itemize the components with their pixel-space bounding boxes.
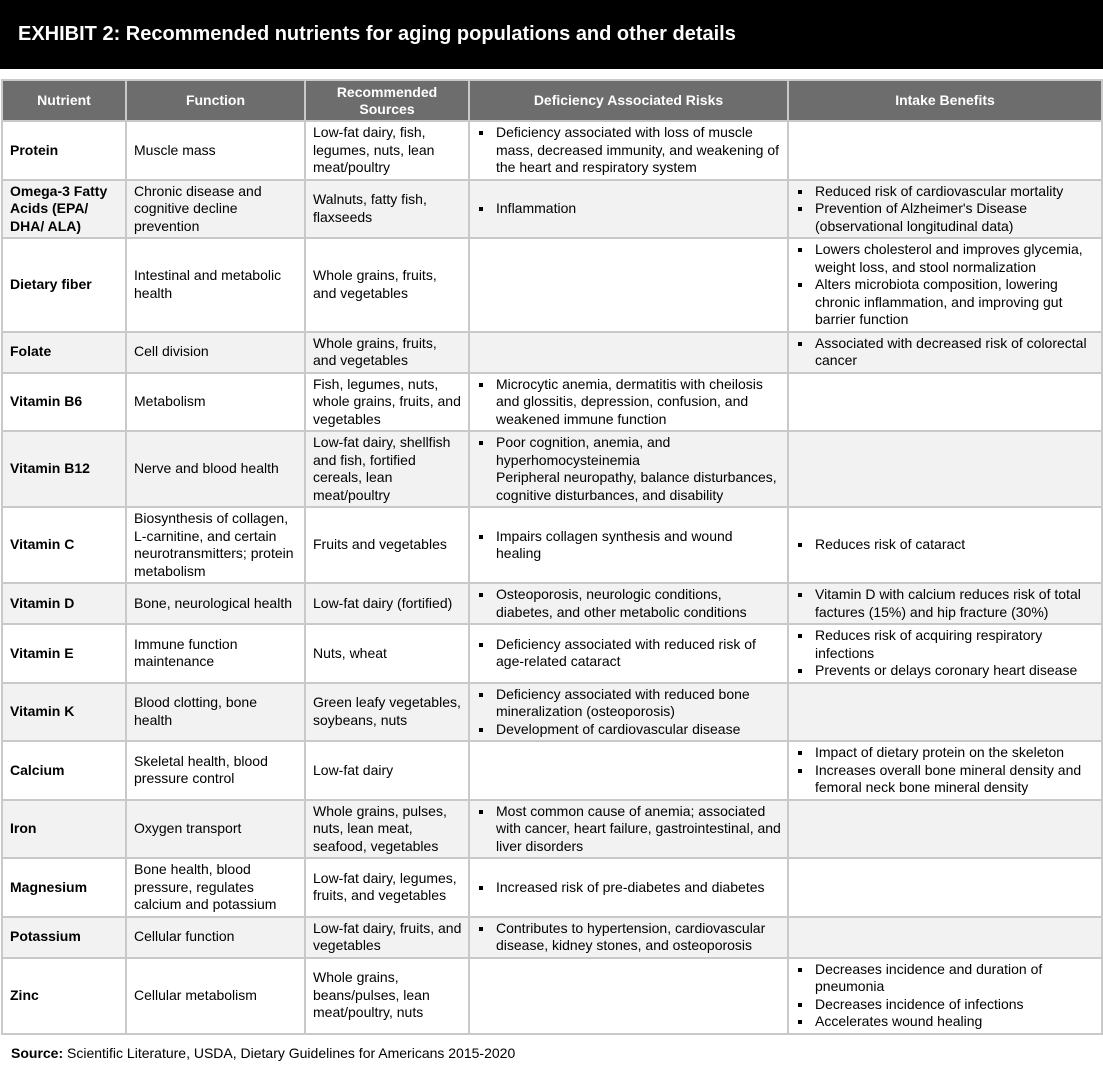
cell-sources: Green leafy vegetables, soybeans, nuts xyxy=(305,683,469,742)
cell-benefits xyxy=(788,180,1102,239)
table-row xyxy=(2,238,1102,332)
cell-deficiency-list xyxy=(477,586,781,621)
cell-deficiency xyxy=(469,683,788,742)
cell-nutrient: Iron xyxy=(2,800,126,859)
cell-sources: Low-fat dairy (fortified) xyxy=(305,583,469,624)
cell-deficiency-list xyxy=(477,686,781,739)
cell-benefits-list xyxy=(796,536,1095,554)
bullet-item: Impairs collagen synthesis and wound healing xyxy=(477,528,781,563)
bullet-item: Increases overall bone mineral density and femoral neck bone mineral density xyxy=(796,762,1095,797)
cell-deficiency xyxy=(469,858,788,917)
table-row xyxy=(2,800,1102,859)
cell-nutrient: Vitamin B6 xyxy=(2,373,126,432)
cell-function: Blood clotting, bone health xyxy=(126,683,305,742)
bullet-item: Impact of dietary protein on the skeleton xyxy=(796,744,1095,762)
cell-deficiency xyxy=(469,507,788,583)
cell-deficiency-list xyxy=(477,528,781,563)
cell-deficiency xyxy=(469,917,788,958)
cell-function: Chronic disease and cognitive decline prevention xyxy=(126,180,305,239)
cell-function: Bone, neurological health xyxy=(126,583,305,624)
cell-deficiency xyxy=(469,180,788,239)
cell-function: Oxygen transport xyxy=(126,800,305,859)
cell-benefits xyxy=(788,373,1102,432)
bullet-item: Reduces risk of acquiring respiratory infections xyxy=(796,627,1095,662)
cell-nutrient: Omega-3 Fatty Acids (EPA/ DHA/ ALA) xyxy=(2,180,126,239)
bullet-item: Most common cause of anemia; associated with cancer, heart failure, gastrointestinal, and liver disorders xyxy=(477,803,781,856)
cell-nutrient: Vitamin B12 xyxy=(2,431,126,507)
cell-sources: Low-fat dairy, fruits, and vegetables xyxy=(305,917,469,958)
cell-benefits xyxy=(788,507,1102,583)
bullet-item: Microcytic anemia, dermatitis with cheilosis and glossitis, depression, confusion, and weakened immune function xyxy=(477,376,781,429)
cell-deficiency xyxy=(469,238,788,332)
table-row xyxy=(2,741,1102,800)
table-row xyxy=(2,858,1102,917)
cell-benefits xyxy=(788,917,1102,958)
table-row xyxy=(2,507,1102,583)
cell-deficiency xyxy=(469,800,788,859)
cell-sources: Whole grains, fruits, and vegetables xyxy=(305,238,469,332)
cell-nutrient: Folate xyxy=(2,332,126,373)
bullet-item: Poor cognition, anemia, and hyperhomocysteinemia xyxy=(477,434,781,469)
cell-benefits xyxy=(788,583,1102,624)
cell-deficiency-list xyxy=(477,376,781,429)
header-function: Function xyxy=(126,80,305,121)
source-label: Source: xyxy=(11,1045,64,1061)
cell-function: Cell division xyxy=(126,332,305,373)
cell-deficiency xyxy=(469,431,788,507)
bullet-item: Decreases incidence of infections xyxy=(796,996,1095,1014)
cell-nutrient: Vitamin D xyxy=(2,583,126,624)
cell-benefits xyxy=(788,624,1102,683)
bullet-item: Deficiency associated with reduced bone mineralization (osteoporosis) xyxy=(477,686,781,721)
bullet-item: Increased risk of pre-diabetes and diabetes xyxy=(477,879,781,897)
cell-benefits-list xyxy=(796,744,1095,797)
cell-nutrient: Potassium xyxy=(2,917,126,958)
table-row xyxy=(2,121,1102,180)
cell-benefits xyxy=(788,121,1102,180)
cell-benefits xyxy=(788,800,1102,859)
table-body xyxy=(2,121,1102,1034)
bullet-item: Alters microbiota composition, lowering chronic inflammation, and improving gut barrier function xyxy=(796,276,1095,329)
cell-function: Muscle mass xyxy=(126,121,305,180)
cell-deficiency xyxy=(469,332,788,373)
table-row xyxy=(2,624,1102,683)
cell-deficiency xyxy=(469,373,788,432)
bullet-item: Contributes to hypertension, cardiovascular disease, kidney stones, and osteoporosis xyxy=(477,920,781,955)
table-row xyxy=(2,332,1102,373)
cell-sources: Whole grains, fruits, and vegetables xyxy=(305,332,469,373)
exhibit-title: EXHIBIT 2: Recommended nutrients for aging populations and other details xyxy=(0,0,1103,69)
cell-deficiency xyxy=(469,583,788,624)
cell-sources: Fish, legumes, nuts, whole grains, fruits, and vegetables xyxy=(305,373,469,432)
cell-sources: Whole grains, pulses, nuts, lean meat, seafood, vegetables xyxy=(305,800,469,859)
source-note xyxy=(11,1045,515,1061)
cell-nutrient: Dietary fiber xyxy=(2,238,126,332)
cell-nutrient: Calcium xyxy=(2,741,126,800)
bullet-item: Reduces risk of cataract xyxy=(796,536,1095,554)
bullet-item: Inflammation xyxy=(477,200,781,218)
bullet-item: Reduced risk of cardiovascular mortality xyxy=(796,183,1095,201)
cell-nutrient: Magnesium xyxy=(2,858,126,917)
cell-benefits-list xyxy=(796,335,1095,370)
table-row xyxy=(2,917,1102,958)
cell-deficiency-list xyxy=(477,920,781,955)
cell-benefits-list xyxy=(796,241,1095,329)
cell-deficiency-list xyxy=(477,879,781,897)
cell-sources: Nuts, wheat xyxy=(305,624,469,683)
cell-deficiency xyxy=(469,121,788,180)
bullet-item: Prevents or delays coronary heart disease xyxy=(796,662,1095,680)
table-row xyxy=(2,683,1102,742)
table-row xyxy=(2,431,1102,507)
cell-benefits-list xyxy=(796,627,1095,680)
cell-function: Biosynthesis of collagen, L-carnitine, and certain neurotransmitters; protein metabolism xyxy=(126,507,305,583)
cell-benefits xyxy=(788,332,1102,373)
header-sources: Recommended Sources xyxy=(305,80,469,121)
nutrients-table xyxy=(1,79,1103,1035)
cell-deficiency-list xyxy=(477,803,781,856)
cell-deficiency-list xyxy=(477,434,781,504)
cell-sources: Low-fat dairy, shellfish and fish, fortified cereals, lean meat/poultry xyxy=(305,431,469,507)
cell-nutrient: Vitamin K xyxy=(2,683,126,742)
cell-nutrient: Vitamin C xyxy=(2,507,126,583)
bullet-item: Lowers cholesterol and improves glycemia, weight loss, and stool normalization xyxy=(796,241,1095,276)
cell-nutrient: Zinc xyxy=(2,958,126,1034)
cell-sources: Low-fat dairy xyxy=(305,741,469,800)
bullet-item: Prevention of Alzheimer's Disease (observational longitudinal data) xyxy=(796,200,1095,235)
bullet-item: Deficiency associated with reduced risk of age-related cataract xyxy=(477,636,781,671)
continuation-text: Peripheral neuropathy, balance disturbances, cognitive disturbances, and disability xyxy=(496,469,777,503)
cell-deficiency xyxy=(469,741,788,800)
cell-benefits xyxy=(788,858,1102,917)
cell-benefits-list xyxy=(796,961,1095,1031)
cell-benefits xyxy=(788,683,1102,742)
cell-benefits xyxy=(788,431,1102,507)
cell-deficiency-list xyxy=(477,636,781,671)
cell-sources: Whole grains, beans/pulses, lean meat/poultry, nuts xyxy=(305,958,469,1034)
cell-function: Bone health, blood pressure, regulates calcium and potassium xyxy=(126,858,305,917)
cell-function: Cellular metabolism xyxy=(126,958,305,1034)
cell-sources: Low-fat dairy, fish, legumes, nuts, lean meat/poultry xyxy=(305,121,469,180)
cell-deficiency xyxy=(469,624,788,683)
cell-deficiency-list xyxy=(477,200,781,218)
bullet-item: Decreases incidence and duration of pneumonia xyxy=(796,961,1095,996)
cell-function: Cellular function xyxy=(126,917,305,958)
table-row xyxy=(2,583,1102,624)
cell-sources: Fruits and vegetables xyxy=(305,507,469,583)
header-benefits: Intake Benefits xyxy=(788,80,1102,121)
cell-sources: Walnuts, fatty fish, flaxseeds xyxy=(305,180,469,239)
cell-benefits-list xyxy=(796,183,1095,236)
cell-function: Skeletal health, blood pressure control xyxy=(126,741,305,800)
cell-function: Metabolism xyxy=(126,373,305,432)
bullet-item: Osteoporosis, neurologic conditions, diabetes, and other metabolic conditions xyxy=(477,586,781,621)
table-row xyxy=(2,373,1102,432)
cell-nutrient: Vitamin E xyxy=(2,624,126,683)
bullet-item: Development of cardiovascular disease xyxy=(477,721,781,739)
cell-benefits-list xyxy=(796,586,1095,621)
table-row xyxy=(2,958,1102,1034)
cell-deficiency-list xyxy=(477,124,781,177)
bullet-item: Associated with decreased risk of colorectal cancer xyxy=(796,335,1095,370)
header-nutrient: Nutrient xyxy=(2,80,126,121)
bullet-item: Deficiency associated with loss of muscle mass, decreased immunity, and weakening of the heart and respiratory system xyxy=(477,124,781,177)
cell-function: Nerve and blood health xyxy=(126,431,305,507)
table-row xyxy=(2,180,1102,239)
bullet-item: Accelerates wound healing xyxy=(796,1013,1095,1031)
cell-sources: Low-fat dairy, legumes, fruits, and vegetables xyxy=(305,858,469,917)
source-text: Scientific Literature, USDA, Dietary Guidelines for Americans 2015-2020 xyxy=(63,1045,516,1061)
bullet-item: Vitamin D with calcium reduces risk of total factures (15%) and hip fracture (30%) xyxy=(796,586,1095,621)
cell-nutrient: Protein xyxy=(2,121,126,180)
cell-function: Intestinal and metabolic health xyxy=(126,238,305,332)
header-deficiency: Deficiency Associated Risks xyxy=(469,80,788,121)
cell-function: Immune function maintenance xyxy=(126,624,305,683)
cell-benefits xyxy=(788,958,1102,1034)
cell-benefits xyxy=(788,238,1102,332)
cell-deficiency xyxy=(469,958,788,1034)
table-header-row xyxy=(2,80,1102,121)
cell-benefits xyxy=(788,741,1102,800)
